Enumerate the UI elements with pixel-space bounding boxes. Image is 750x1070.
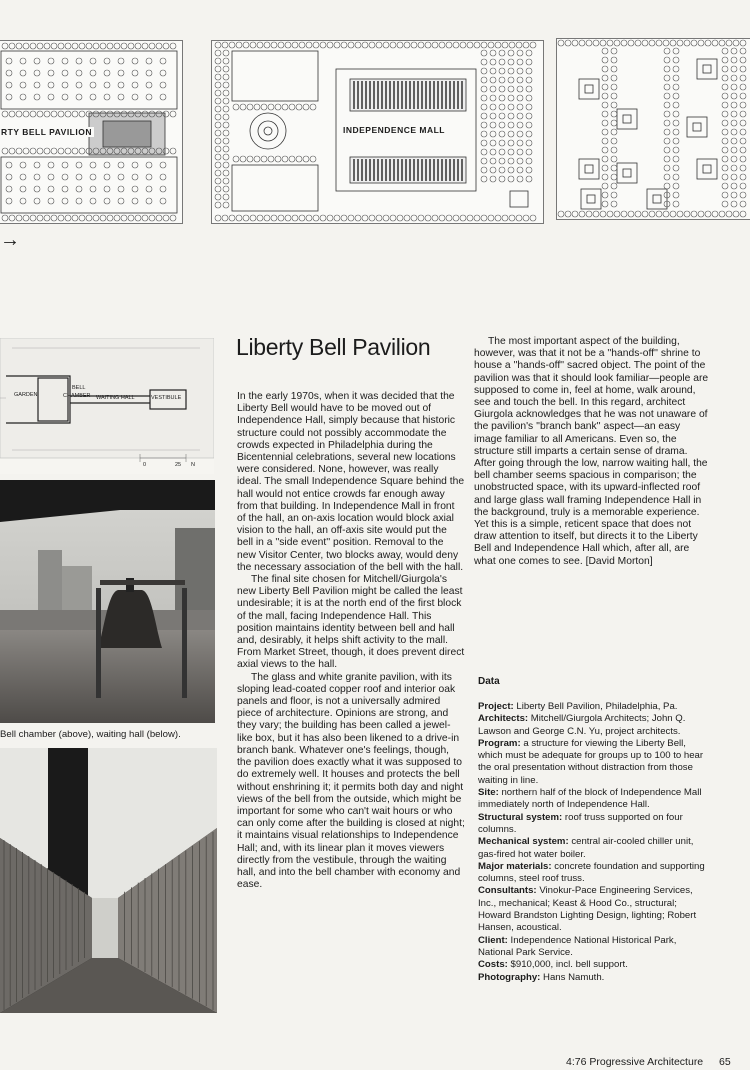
floor-plan-vestibule-label: VESTIBULE: [151, 395, 182, 401]
floor-plan-garden-label: GARDEN: [14, 392, 38, 398]
article-paragraph-2: The final site chosen for Mitchell/Giurgola's new Liberty Bell Pavilion might be called the least undesirable; it is at the north end of the first block of the mall, facing Independence Hall. This position maintains identity between bell and hall and, desirably, it helps shift activity to the mall. From Market Street, though, it does prevent direct axial views to the hall.: [237, 574, 465, 671]
floor-plan-scale-zero: 0: [143, 462, 147, 468]
floor-plan-north: N: [191, 462, 195, 468]
article-column-2: [474, 336, 710, 568]
data-item-materials: Major materials: concrete foundation and supporting columns, steel roof truss.: [478, 860, 705, 885]
data-heading: Data: [478, 676, 500, 687]
site-plan-middle: [211, 40, 544, 224]
article-paragraph-3: The glass and white granite pavilion, with its sloping lead-coated copper roof and interior oak panels and floor, is not a universally admired piece of architecture. Opinions are strong, and they vary; the building has been called a jewel-like box, but it has also been likened to a drive-in branch bank. Whatever one's feelings, though, the pavilion does exactly what it was supposed to do extremely well. It houses and protects the bell without enshrining it; it permits both day and night views of the bell from the outside, which might be important for some who can't wait hours or who can only come after the building is closed at night; it maintains visual relationships to Independence Hall; and, with its linear plan it moves viewers directly from the vestibule, through the waiting hall, and into the bell chamber with economy and ease.: [237, 671, 465, 891]
data-item-consultants: Consultants: Vinokur-Pace Engineering Services, Inc., mechanical; Keast & Hood Co., structural; Howard Brandston Lighting Design, lighting; Robert Hansen, acoustical.: [478, 885, 697, 934]
floor-plan-scale-end: 25: [175, 462, 182, 468]
article-paragraph-4: The most important aspect of the building, however, was that it not be a ''hands-off'' shrine to house a ''hands-off'' sacred object. The point of the pavilion was that it should look familiar—people are supposed to come in, feel at home, walk around, see and touch the bell. In this regard, architect Giurgola acknowledges that he was not unaware of the pavilion's ''branch bank'' aspect—an easy image familiar to all Americans. Even so, the structure still imparts a certain sense of drama. After going through the low, narrow waiting hall, the bell chamber seems spacious in comparison; the unobstructed space, with its upward-inflected roof and large glass wall framing Independence Hall in the background, truly is a memorable experience. Yet this is a simple, reticent space that does not draw attention to itself, but directs it to the Liberty Bell and Independence Hall which, after all, are what one comes to see. [David Morton]: [474, 336, 709, 567]
article-title: Liberty Bell Pavilion: [236, 334, 431, 360]
data-item-photography: Photography: Hans Namuth.: [478, 971, 605, 983]
waiting-hall-photo: [0, 748, 217, 1013]
data-item-costs: Costs: $910,000, incl. bell support.: [478, 959, 628, 971]
data-list: [478, 701, 710, 984]
data-item-site: Site: northern half of the block of Independence Mall immediately north of Independence Hall.: [478, 787, 702, 811]
data-item-architects: Architects: Mitchell/Giurgola Architects; John Q. Lawson and George C.N. Yu, project architects.: [478, 713, 686, 737]
data-item-project: Project: Liberty Bell Pavilion, Philadelphia, Pa.: [478, 701, 678, 712]
floor-plan-chamber-label: CHAMBER: [63, 393, 91, 399]
photo-caption: Bell chamber (above), waiting hall (below).: [0, 729, 181, 740]
site-plan-left-label: RTY BELL PAVILION: [1, 127, 92, 137]
data-item-program: Program: a structure for viewing the Liberty Bell, which must be adequate for groups up to 100 to hear the oral presentation without distraction from those waiting in line.: [478, 737, 704, 786]
data-item-structural: Structural system: roof truss supported on four columns.: [478, 811, 683, 835]
site-plan-middle-label: INDEPENDENCE MALL: [343, 125, 446, 135]
floor-plan: [0, 338, 214, 474]
floor-plan-waiting-hall-label: WAITING HALL: [96, 395, 135, 401]
direction-arrow: →: [0, 229, 20, 251]
article-paragraph-1: In the early 1970s, when it was decided that the Liberty Bell would have to be moved out of Independence Hall, simply because that historic structure could not possibly accommodate the crowds expected in Philadelphia during the Bicentennial celebrations, several new locations were considered. None, however, was really ideal. The small Independence Square behind the hall would not entice crowds far enough away from that building. In Independence Mall in front of the hall, an on-axis location would block axial vision to the hall, an off-axis site would put the bell in a ''side event'' position. Removal to the new Visitor Center, two blocks away, would deny the necessary association of the bell with the hall.: [237, 391, 465, 573]
footer-page-number: 65: [719, 1056, 731, 1068]
floor-plan-bell-label: BELL: [72, 385, 86, 391]
site-plan-left: [0, 40, 183, 224]
bell-chamber-photo: [0, 480, 215, 723]
data-item-mechanical: Mechanical system: central air-cooled chiller unit, gas-fired hot water boiler.: [478, 836, 694, 860]
footer-issue: 4:76 Progressive Architecture: [566, 1056, 704, 1068]
data-item-client: Client: Independence National Historical Park, National Park Service.: [478, 934, 677, 958]
site-plan-right: [556, 38, 750, 220]
article-column-1: [237, 391, 465, 891]
